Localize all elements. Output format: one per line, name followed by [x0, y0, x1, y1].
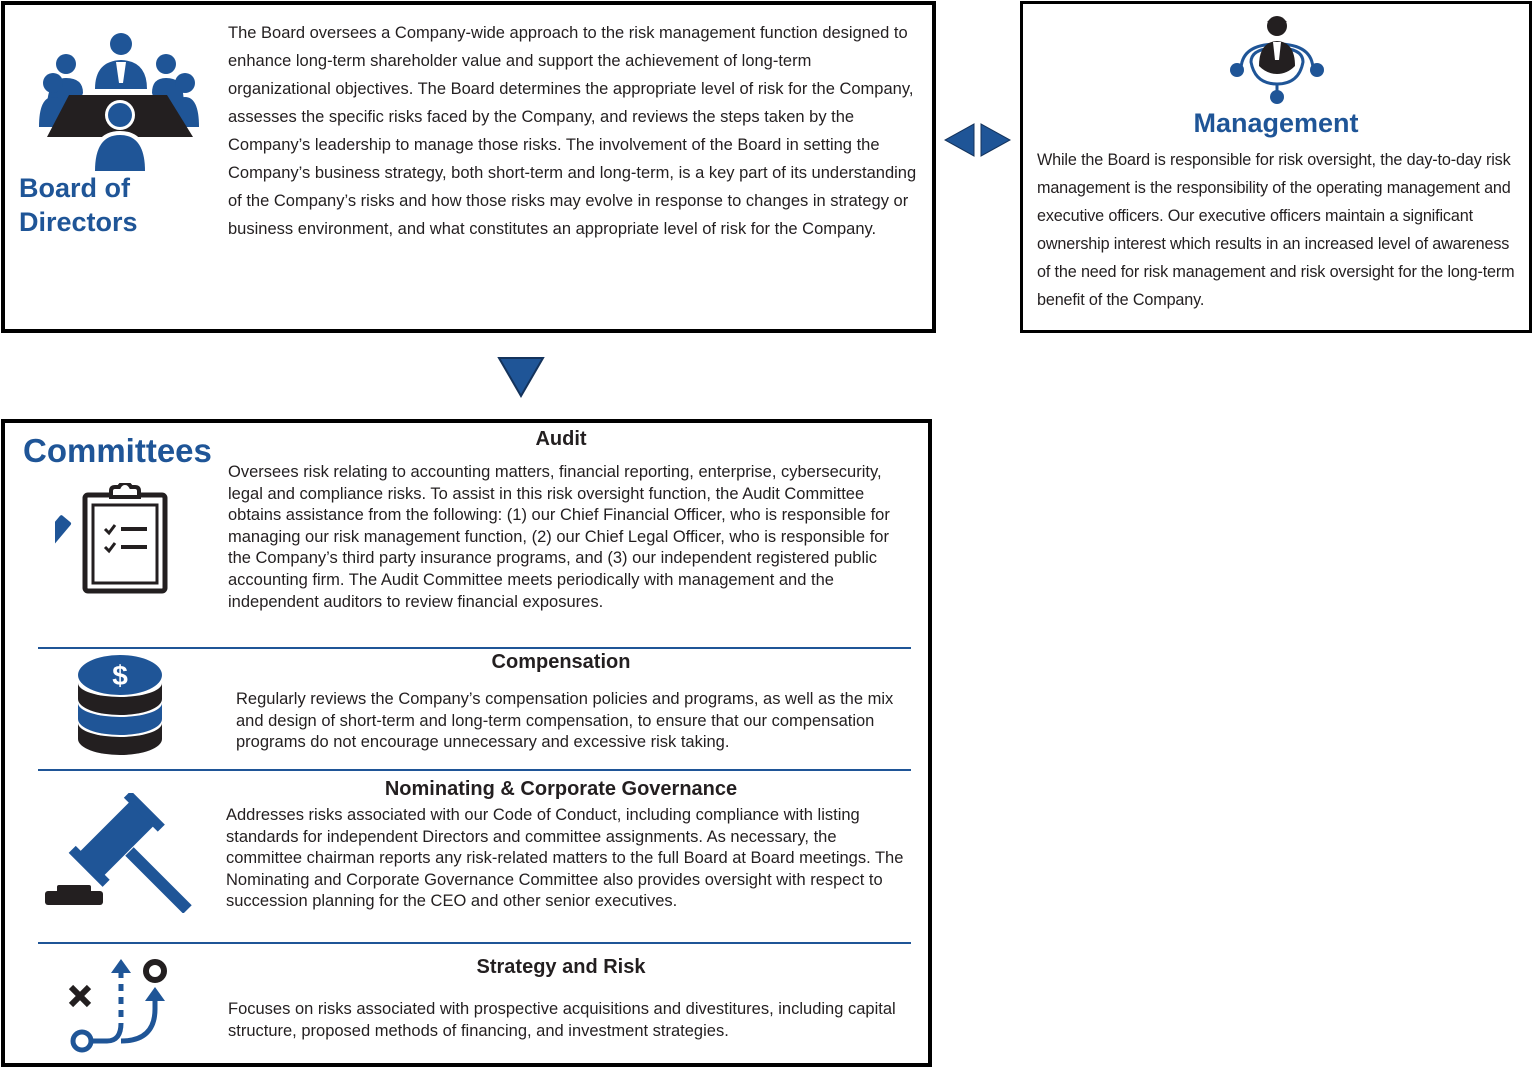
strategy-heading: Strategy and Risk [476, 956, 646, 978]
board-meeting-icon [39, 31, 199, 171]
clipboard-checklist-icon [55, 483, 173, 595]
board-description: The Board oversees a Company-wide approach to the risk management function designed to enhance long-term shareholder value and support the achievement of long-term organizational objectives. The Board determines the appropriate level of risk for the Company, assesses the specific risks faced by the Company, and reviews the steps taken by the Company’s leadership to manage those risks. The involvement of the Board in setting the Company’s business strategy, both short-term and long-term, is a key part of its understanding of the Company’s risks and how those risks may evolve in response to changes in strategy or business environment, and what constitutes an appropriate level of risk for the Company. [228, 24, 917, 238]
down-arrow-icon [497, 356, 545, 398]
nominating-description: Addresses risks associated with our Code of Conduct, including compliance with listing standards for independent Directors and committee assignments. As necessary, the committee chairman reports any risk-related matters to the full Board at Board meetings. The Nominating and Corporate Governance Committee also provides oversight with respect to succession planning for the CEO and other senior executives. [226, 806, 904, 911]
board-of-directors-panel [1, 1, 936, 333]
compensation-heading: Compensation [491, 651, 631, 673]
audit-description: Oversees risk relating to accounting matters, financial reporting, enterprise, cybersecurity, legal and compliance risks. To assist in this risk oversight function, the Audit Committee obtains assistance from the following: (1) our Chief Financial Officer, who is responsible for managing our risk management function, (2) our Chief Legal Officer, who is responsible for the Company’s third party insurance programs, and (3) our independent registered public accounting firm. The Audit Committee meets periodically with management and the independent auditors to review financial exposures. [228, 463, 890, 611]
gavel-icon [43, 793, 199, 913]
committees-title: Committees [23, 432, 212, 469]
bidirectional-arrow-icon [944, 123, 1012, 157]
svg-text:$: $ [112, 660, 128, 691]
section-divider [38, 769, 911, 771]
strategy-play-icon [67, 953, 175, 1057]
strategy-description: Focuses on risks associated with prospective acquisitions and divestitures, including capital structure, proposed methods of financing, and investment strategies. [228, 1000, 896, 1040]
board-title: Board of Directors [19, 173, 138, 237]
audit-heading: Audit [535, 428, 587, 450]
management-description: While the Board is responsible for risk oversight, the day-to-day risk management is the responsibility of the operating management and executive officers. Our executive officers maintain a significant ownership interest which results in an increased level of awareness of the need for risk management and risk oversight for the long-term benefit of the Company. [1037, 151, 1515, 309]
coin-stack-icon [75, 653, 165, 759]
compensation-description: Regularly reviews the Company’s compensation policies and programs, as well as the mix and design of short-term and long-term compensation, to ensure that our compensation programs do not encourage unnecessary and excessive risk taking. [236, 690, 894, 752]
section-divider [38, 647, 911, 649]
section-divider [38, 942, 911, 944]
nominating-heading: Nominating & Corporate Governance [384, 778, 738, 800]
management-panel [1020, 1, 1532, 333]
committees-panel [1, 419, 932, 1067]
management-title: Management [1193, 108, 1359, 138]
manager-network-icon [1227, 12, 1327, 104]
